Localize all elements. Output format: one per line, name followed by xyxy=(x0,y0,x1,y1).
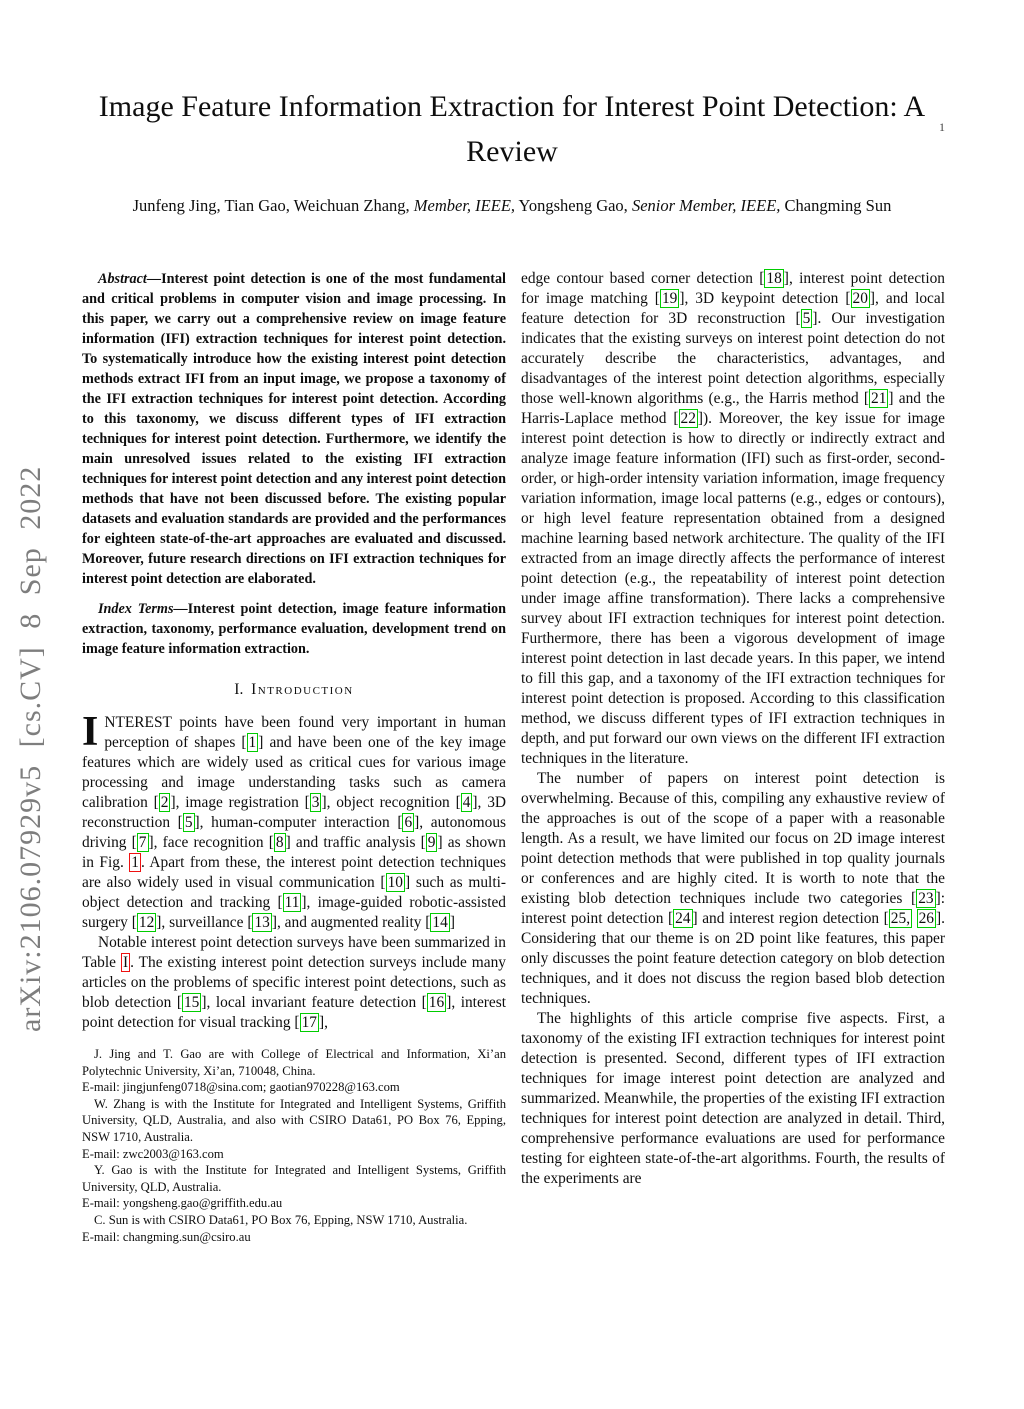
two-column-layout xyxy=(82,269,945,1245)
paragraph-lead: Abstract— xyxy=(98,271,162,287)
citation-link[interactable]: 6 xyxy=(404,814,413,831)
body-paragraph-scope: The number of papers on interest point detection is overwhelming. Because of this, compiling any exhaustive review of the approaches is out of the scope of a paper with a reasonable length. As a result, we have limited our focus on 2D image interest point detection methods that were published in top quality journals or conferences and are highly cited. It is worth to note that the existing blob detection techniques include two categories [ 23 ]: interest point detection [ 24 ] and interest region detection [ 25, 26 ]. Considering that our theme is on 2D point like features, this paper only discusses the point feature detection category on blob detection techniques, and it does not discuss the region based blob detection techniques. xyxy=(521,770,945,1007)
citation-link[interactable]: 20 xyxy=(852,290,868,307)
citation-link[interactable]: 19 xyxy=(661,290,678,307)
citation-link[interactable]: 22 xyxy=(680,410,696,427)
citation-link[interactable]: 1 xyxy=(248,734,257,751)
italic-text: Member, IEEE, xyxy=(413,196,516,215)
italic-text: Senior Member, IEEE, xyxy=(631,196,781,215)
citation-link[interactable]: 7 xyxy=(138,834,147,851)
citation-link[interactable]: 17 xyxy=(301,1014,317,1031)
footnote-affiliation-sun: C. Sun is with CSIRO Data61, PO Box 76, Epping, NSW 1710, Australia. xyxy=(94,1212,468,1227)
citation-link[interactable]: 12 xyxy=(138,914,155,931)
citation-link[interactable]: 24 xyxy=(675,910,691,927)
citation-link[interactable]: 13 xyxy=(254,914,270,931)
citation-link[interactable]: 11 xyxy=(284,894,300,911)
right-column xyxy=(521,269,945,1245)
citation-link[interactable]: 5 xyxy=(184,814,193,831)
citation-link[interactable]: 9 xyxy=(427,834,436,851)
citation-link[interactable]: 18 xyxy=(766,270,782,287)
footnote-affiliation-zhang: W. Zhang is with the Institute for Integrated and Intelligent Systems, Griffith University, QLD, Australia, and also with CSIRO Data61, PO Box 76, Epping, NSW 1710, Australia. xyxy=(82,1096,506,1144)
cross-ref-link[interactable]: 1 xyxy=(131,854,139,871)
citation-link[interactable]: 5 xyxy=(802,310,811,327)
paper-authors: Junfeng Jing, Tian Gao, Weichuan Zhang, Member, IEEE, Yongsheng Gao, Senior Member, IEEE, Changming Sun xyxy=(132,196,892,215)
citation-link[interactable]: 15 xyxy=(183,994,200,1011)
footnote-email-sun: E-mail: changming.sun@csiro.au xyxy=(82,1229,251,1244)
citation-link[interactable]: 25, xyxy=(890,910,911,927)
paragraph-lead: Index Terms— xyxy=(98,601,188,617)
citation-link[interactable]: 3 xyxy=(311,794,320,811)
cross-ref-link[interactable]: I xyxy=(122,954,129,971)
footnote-email-gao: E-mail: yongsheng.gao@griffith.edu.au xyxy=(82,1196,283,1211)
footnote-email-zhang: E-mail: zwc2003@163.com xyxy=(82,1146,224,1161)
body-paragraph-continuation: edge contour based corner detection [ 18 ], interest point detection for image matching [ 19 ], 3D keypoint detection [ 20 ], and local feature detection for 3D reconstruction [ 5 ]. Our investigation indicates that the existing surveys on interest point detection do not accurately describe the characteristics, advantages, and disadvantages of the interest point detection algorithms, especially those well-known algorithms (e.g., the Harris method [ 21 ] and the Harris-Laplace method [ 22 ]). Moreover, the key issue for image interest point detection is how to directly or indirectly extract and analyze image feature information (IFI) such as first-order, second-order, or high-order intensity variation information, image frequency variation information, image local patterns (e.g., edges or contours), or high level feature representation obtained from a designed machine learning based network architecture. The quality of the IFI extracted from an image directly affects the performance of interest point detection (e.g., the repeatability of interest point detection under image affine transformation). There lacks a comprehensive survey about IFI extraction techniques for interest point detection. Furthermore, there has been a vigorous development of image interest point detection in last decade years. In this paper, we intend to fill this gap, and a taxonomy of the IFI extraction techniques for interest point detection is proposed. According to this classification method, we discuss different types of IFI extraction techniques in depth, and put forward our own views on the different IFI extraction techniques in the literature. xyxy=(521,270,945,767)
citation-link[interactable]: 21 xyxy=(871,390,887,407)
body-paragraph-highlights: The highlights of this article comprise five aspects. First, a taxonomy of the existing IFI extraction techniques for interest point detection is presented. Second, different types of IFI extraction techniques for image interest point detection are analyzed and summarized. Meanwhile, the properties of the existing IFI extraction techniques for interest point detection are analyzed in detail. Third, comprehensive performance evaluations are used for performance testing for eighteen state-of-the-art algorithms. Fourth, the results of the experiments are xyxy=(521,1010,945,1187)
footnote-affiliation-jing-gao: J. Jing and T. Gao are with College of Electrical and Information, Xi’an Polytechnic University, Xi’an, 710048, China. xyxy=(82,1047,506,1078)
drop-cap: I xyxy=(82,709,99,755)
citation-link[interactable]: 26 xyxy=(918,910,934,927)
footnote-email-jing-gao: E-mail: jingjunfeng0718@sina.com; gaotian970228@163.com xyxy=(82,1080,400,1095)
left-column xyxy=(82,269,506,1245)
abstract-paragraph: Abstract—Interest point detection is one of the most fundamental and critical problems in computer vision and image processing. In this paper, we carry out a comprehensive review on image feature information (IFI) extraction techniques for interest point detection. To systematically introduce how the existing interest point detection methods extract IFI from an input image, we propose a taxonomy of the IFI extraction techniques for interest point detection. According to this taxonomy, we discuss different types of IFI extraction techniques for interest point detection. Furthermore, we identify the main unresolved issues related to the existing IFI extraction techniques for interest point detection and any interest point detection methods that have not been discussed before. The existing popular datasets and evaluation standards are provided and the performances for eighteen state-of-the-art approaches are evaluated and discussed. Moreover, future research directions on IFI extraction techniques for interest point detection are elaborated. xyxy=(82,271,506,587)
citation-link[interactable]: 16 xyxy=(428,994,445,1011)
intro-paragraph-1: INTEREST points have been found very important in human perception of shapes [ 1 ] and have been one of the key image features which are widely used as critical cues for various image processing and image understanding tasks such as camera calibration [ 2 ], image registration [ 3 ], object recognition [ 4 ], 3D reconstruction [ 5 ], human-computer interaction [ 6 ], autonomous driving [ 7 ], face recognition [ 8 ] and traffic analysis [ 9 ] as shown in Fig. 1 . Apart from these, the interest point detection techniques are also widely used in visual communication [ 10 ] such as multi-object detection and tracking [ 11 ], image-guided robotic-assisted surgery [ 12 ], surveillance [ 13 ], and augmented reality [ 14 ] xyxy=(82,709,507,931)
intro-paragraph-2: Notable interest point detection surveys have been summarized in Table I . The existing interest point detection surveys include many articles on the problems of specific interest point detections, such as blob detection [ 15 ], local invariant feature detection [ 16 ], interest point detection for visual tracking [ 17 ], xyxy=(82,934,506,1031)
arxiv-watermark: arXiv:2106.07929v5 [cs.CV] 8 Sep 2022 xyxy=(14,465,47,1032)
citation-link[interactable]: 8 xyxy=(275,834,284,851)
citation-link[interactable]: 10 xyxy=(387,874,403,891)
citation-link[interactable]: 14 xyxy=(432,914,448,931)
citation-link[interactable]: 4 xyxy=(462,794,471,811)
section-heading-introduction: I. Introduction xyxy=(234,681,354,698)
citation-link[interactable]: 23 xyxy=(918,890,934,907)
page-number: 1 xyxy=(939,120,945,134)
paper-title: Image Feature Information Extraction for Interest Point Detection: A Review xyxy=(98,90,926,168)
small-caps-heading-text: Introduction xyxy=(251,681,354,698)
index-terms-paragraph: Index Terms—Interest point detection, image feature information extraction, taxonomy, performance evaluation, development trend on image feature information extraction. xyxy=(82,601,506,657)
citation-link[interactable]: 2 xyxy=(160,794,169,811)
footnote-affiliation-gao: Y. Gao is with the Institute for Integrated and Intelligent Systems, Griffith University, QLD, Australia. xyxy=(82,1163,506,1194)
